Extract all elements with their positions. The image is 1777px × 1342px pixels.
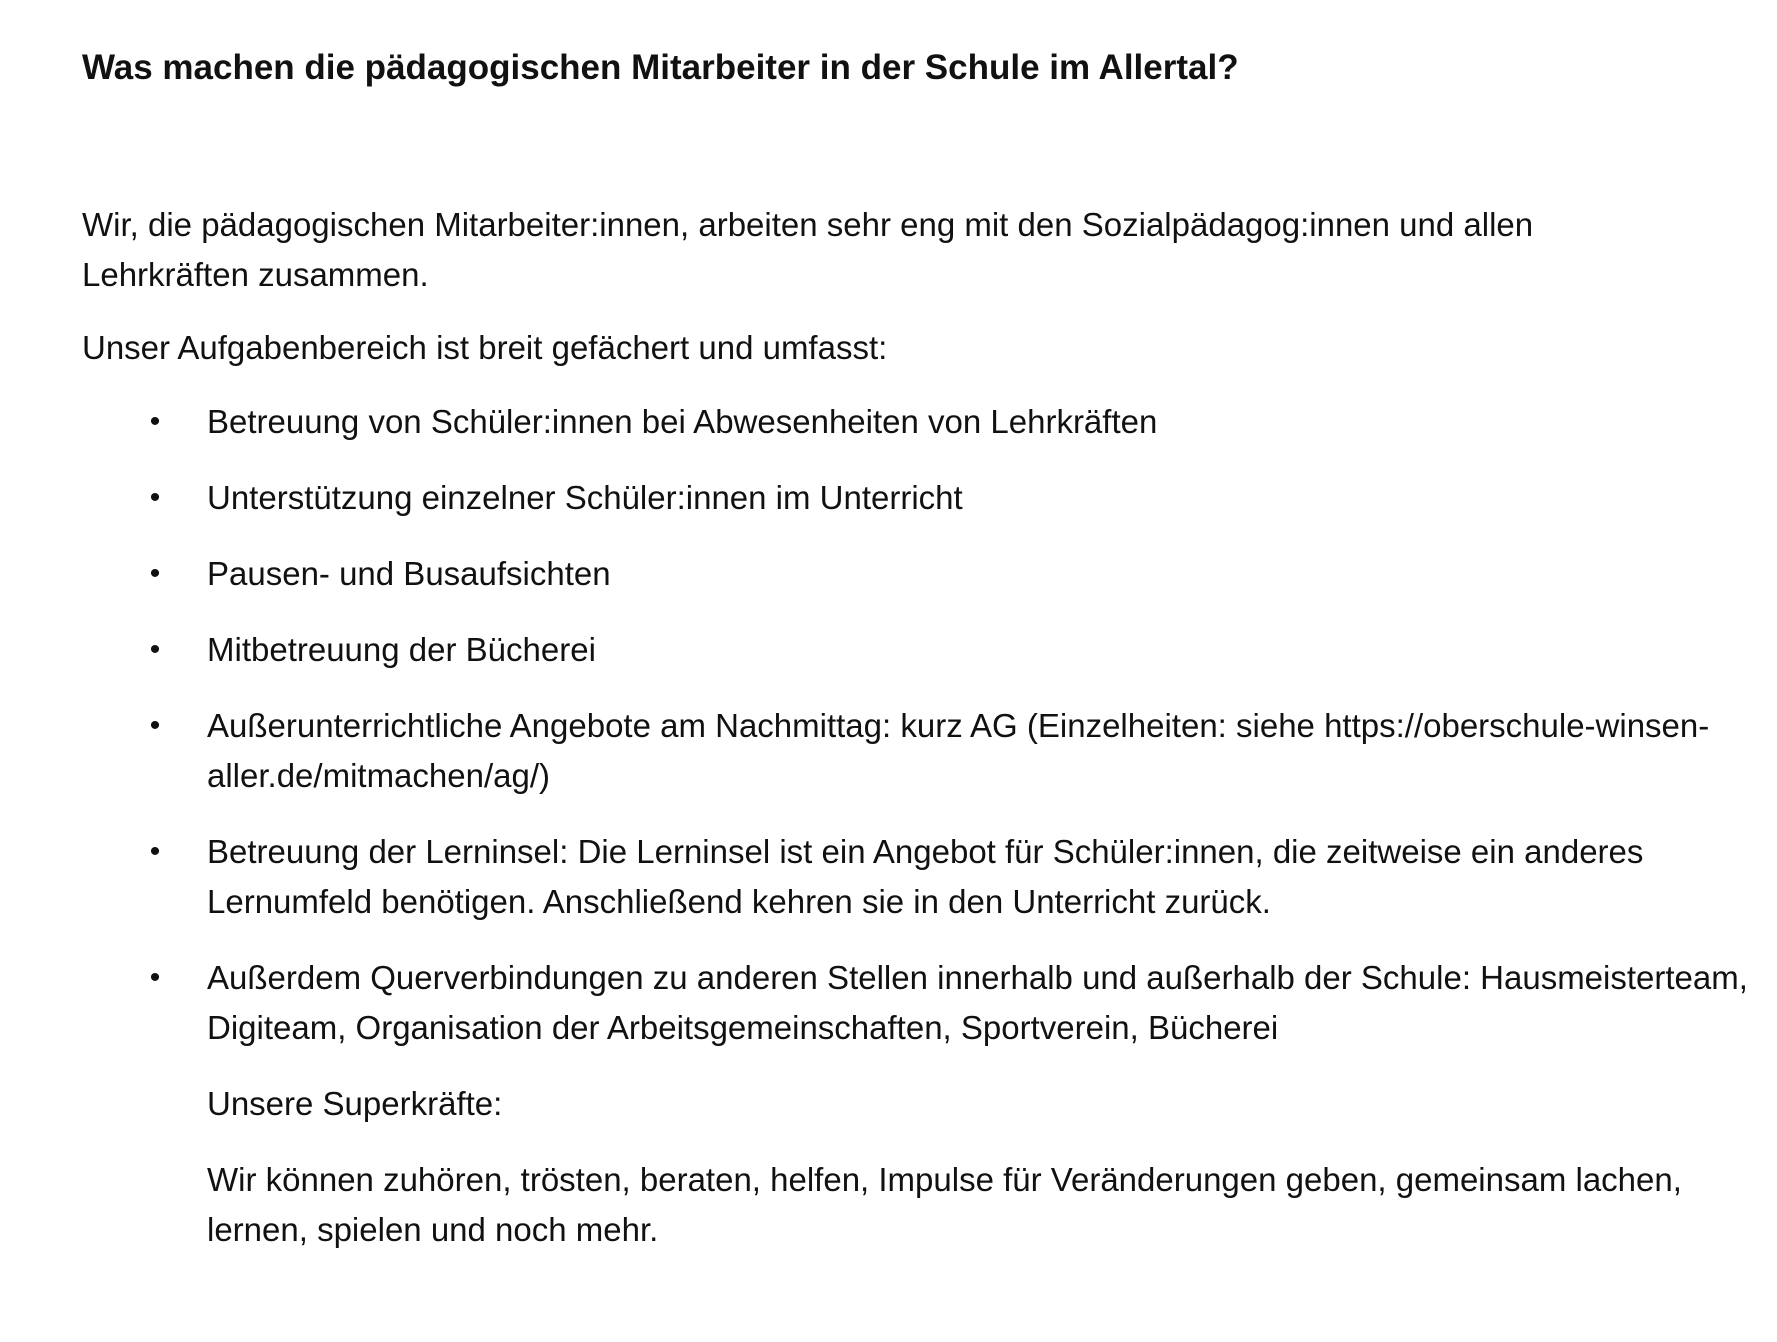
- task-list-item: [82, 827, 1767, 927]
- task-text: Außerdem Querverbindungen zu anderen Stellen innerhalb und außerhalb der Schule: Hausmeisterteam, Digiteam, Organisation der Arbeitsgemeinschaften, Sportverein, Bücherei: [207, 959, 1748, 1046]
- superpowers-text: Wir können zuhören, trösten, beraten, helfen, Impulse für Veränderungen geben, gemeinsam lachen, lernen, spielen und noch mehr.: [207, 1161, 1682, 1248]
- task-list-item: [82, 397, 1767, 447]
- task-text: Betreuung der Lerninsel: Die Lerninsel ist ein Angebot für Schüler:innen, die zeitweise ein anderes Lernumfeld benötigen. Anschließend kehren sie in den Unterricht zurück.: [207, 833, 1644, 920]
- task-text: Mitbetreuung der Bücherei: [207, 631, 596, 668]
- document-title: Was machen die pädagogischen Mitarbeiter in der Schule im Allertal?: [82, 48, 1239, 87]
- task-list-item: [82, 625, 1767, 675]
- task-text: Außerunterrichtliche Angebote am Nachmittag: kurz AG (Einzelheiten: siehe https://oberschule-winsen-aller.de/mitmachen/ag/): [207, 707, 1710, 794]
- bullet-icon: •: [149, 633, 161, 666]
- task-text: Pausen- und Busaufsichten: [207, 555, 611, 592]
- intro-paragraph: Wir, die pädagogischen Mitarbeiter:innen, arbeiten sehr eng mit den Sozialpädagog:innen und allen Lehrkräften zusammen.: [82, 206, 1534, 293]
- superpowers-heading: Unsere Superkräfte:: [207, 1085, 503, 1122]
- task-list-item: [82, 953, 1767, 1053]
- task-list-item: [82, 701, 1767, 801]
- bullet-icon: •: [149, 557, 161, 590]
- bullet-icon: •: [149, 709, 161, 742]
- superpowers-section: [82, 1079, 1767, 1255]
- bullet-icon: •: [149, 481, 161, 514]
- task-list-item: [82, 549, 1767, 599]
- task-list-lead: Unser Aufgabenbereich ist breit gefächert und umfasst:: [82, 329, 888, 366]
- task-list-item: [82, 473, 1767, 523]
- task-list: [82, 397, 1748, 1053]
- bullet-icon: •: [149, 405, 161, 438]
- task-text: Betreuung von Schüler:innen bei Abwesenheiten von Lehrkräften: [207, 403, 1158, 440]
- task-text: Unterstützung einzelner Schüler:innen im Unterricht: [207, 479, 963, 516]
- bullet-icon: •: [149, 835, 161, 868]
- bullet-icon: •: [149, 961, 161, 994]
